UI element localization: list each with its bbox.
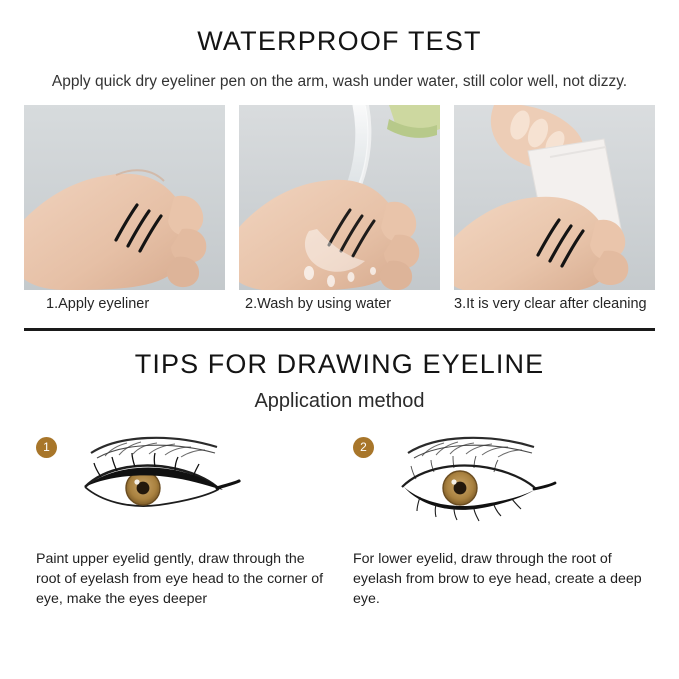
waterproof-test-section xyxy=(0,0,679,331)
waterproof-step-row xyxy=(24,105,655,312)
tip-2-text: For lower eyelid, draw through the root of eyelash from brow to eye head, create a deep eye. xyxy=(353,551,642,608)
tips-subtitle: Application method xyxy=(254,390,425,412)
tips-section xyxy=(0,331,679,609)
waterproof-step-2 xyxy=(239,105,440,312)
tip-2-header xyxy=(353,431,643,523)
tips-row xyxy=(24,431,655,609)
hand-dried-with-tissue-image xyxy=(454,105,655,290)
tip-item-2 xyxy=(353,431,643,609)
waterproof-step-3-caption: 3.It is very clear after cleaning xyxy=(454,296,647,312)
eye-diagram-upper-eyelid-image xyxy=(67,431,242,523)
waterproof-step-1-caption: 1.Apply eyeliner xyxy=(46,296,150,312)
waterproof-step-1 xyxy=(24,105,225,312)
tip-2-badge: 2 xyxy=(353,437,374,458)
waterproof-step-3 xyxy=(454,105,655,312)
hand-being-washed-under-water-image xyxy=(239,105,440,290)
eye-diagram-lower-eyelid-image xyxy=(384,431,559,523)
page-title: WATERPROOF TEST xyxy=(197,26,482,56)
hand-with-eyeliner-strokes-image xyxy=(24,105,225,290)
tip-1-header xyxy=(36,431,326,523)
tips-title: TIPS FOR DRAWING EYELINE xyxy=(134,349,545,379)
waterproof-step-2-caption: 2.Wash by using water xyxy=(245,296,392,312)
tip-1-text: Paint upper eyelid gently, draw through the root of eyelash from eye head to the corner of eye, make the eyes deeper xyxy=(36,551,324,608)
tip-1-badge: 1 xyxy=(36,437,57,458)
tip-item-1 xyxy=(36,431,326,609)
waterproof-subtitle: Apply quick dry eyeliner pen on the arm, wash under water, still color well, not dizzy. xyxy=(51,73,628,90)
